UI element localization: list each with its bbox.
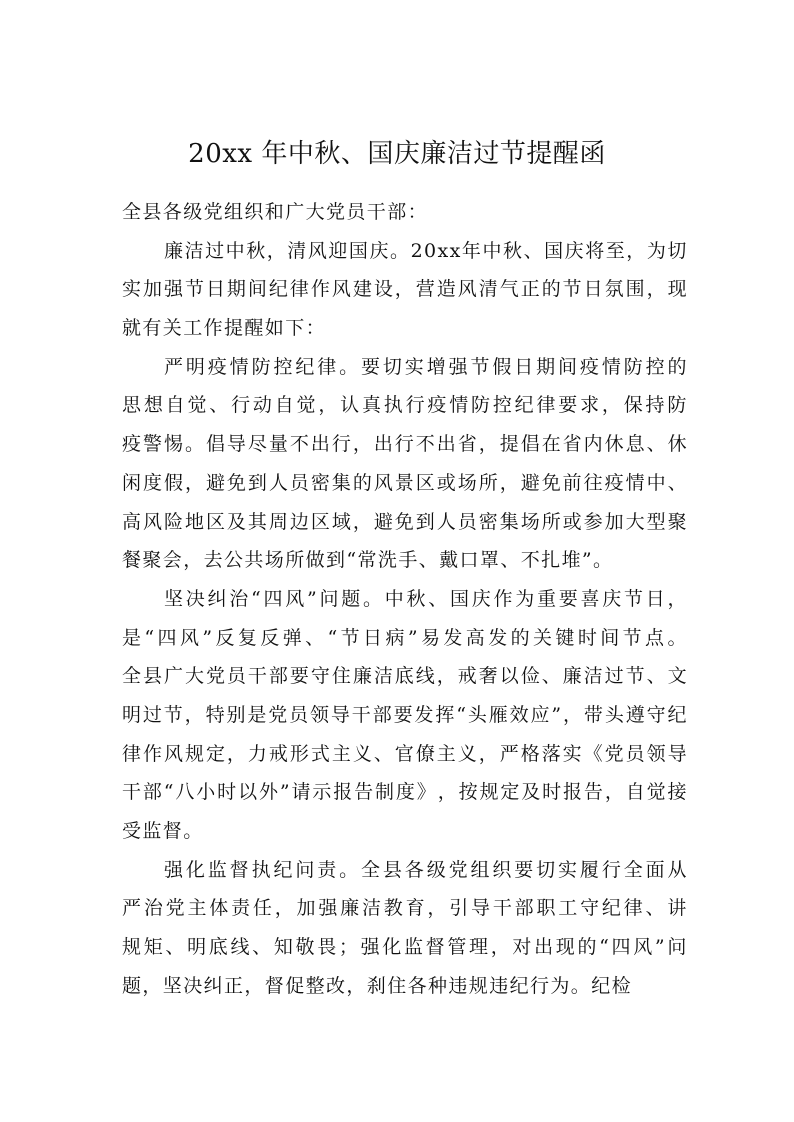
text-line: 受监督。: [122, 820, 204, 842]
document-body: [122, 193, 688, 1005]
text-line: 题，坚决纠正，督促整改，刹住各种违规违纪行为。纪检: [122, 974, 633, 997]
text-line: 强 化 监 督 执 纪 问 责 。 全 县 各 级 党 组 织 要 切 实 履 行 全 面 从: [164, 858, 688, 881]
text-line: 廉 洁 过 中 秋 ， 清 风 迎 国 庆 。 20xx 年 中 秋 、 国 庆 将 至 ， 为 切: [164, 239, 688, 262]
text-line: 律 作 风 规 定 ， 力 戒 形 式 主 义 、 官 僚 主 义 ， 严 格 落 实 《 党 员 领 导: [122, 742, 688, 765]
text-line: 全 县 广 大 党 员 干 部 要 守 住 廉 洁 底 线 ， 戒 奢 以 俭 、 廉 洁 过 节 、 文: [122, 665, 688, 688]
document-title: 20xx 年中秋、国庆廉洁过节提醒函: [188, 139, 606, 169]
text-line: 严 明 疫 情 防 控 纪 律 。 要 切 实 增 强 节 假 日 期 间 疫 情 防 控 的: [164, 355, 688, 378]
text-line: 疫 警 惕 。 倡 导 尽 量 不 出 行 ， 出 行 不 出 省 ， 提 倡 在 省 内 休 息 、 休: [122, 433, 688, 456]
text-line: 实 加 强 节 日 期 间 纪 律 作 风 建 设 ， 营 造 风 清 气 正 的 节 日 氛 围 ， 现: [122, 278, 688, 301]
text-line: 全县各级党组织和广大党员干部：: [122, 201, 429, 223]
text-line: 是 “ 四 风 ” 反 复 反 弹 、 “ 节 日 病 ” 易 发 高 发 的 关 键 时 间 节 点 。: [122, 626, 688, 649]
text-line: 明 过 节 ， 特 别 是 党 员 领 导 干 部 要 发 挥 “ 头 雁 效 应 ” ， 带 头 遵 守 纪: [122, 703, 688, 726]
text-line: 就有关工作提醒如下：: [122, 317, 327, 340]
text-line: 闲 度 假 ， 避 免 到 人 员 密 集 的 风 景 区 或 场 所 ， 避 免 前 往 疫 情 中 、: [122, 471, 688, 494]
text-line: 严 治 党 主 体 责 任 ， 加 强 廉 洁 教 育 ， 引 导 干 部 职 工 守 纪 律 、 讲: [122, 897, 688, 920]
text-line: 规 矩 、 明 底 线 、 知 敬 畏 ； 强 化 监 督 管 理 ， 对 出 现 的 “ 四 风 ” 问: [122, 936, 688, 959]
text-line: 干 部 “ 八 小 时 以 外 ” 请 示 报 告 制 度 》 ， 按 规 定 及 时 报 告 ， 自 觉 接: [122, 781, 688, 804]
text-line: 思 想 自 觉 、 行 动 自 觉 ， 认 真 执 行 疫 情 防 控 纪 律 要 求 ， 保 持 防: [122, 394, 688, 417]
text-line: 餐聚会，去公共场所做到“常洗手、戴口罩、不扎堆”。: [122, 549, 614, 572]
text-line: 坚 决 纠 治 “ 四 风 ” 问 题 。 中 秋 、 国 庆 作 为 重 要 喜 庆 节 日 ，: [164, 587, 688, 610]
text-line: 高 风 险 地 区 及 其 周 边 区 域 ， 避 免 到 人 员 密 集 场 所 或 参 加 大 型 聚: [122, 510, 688, 533]
